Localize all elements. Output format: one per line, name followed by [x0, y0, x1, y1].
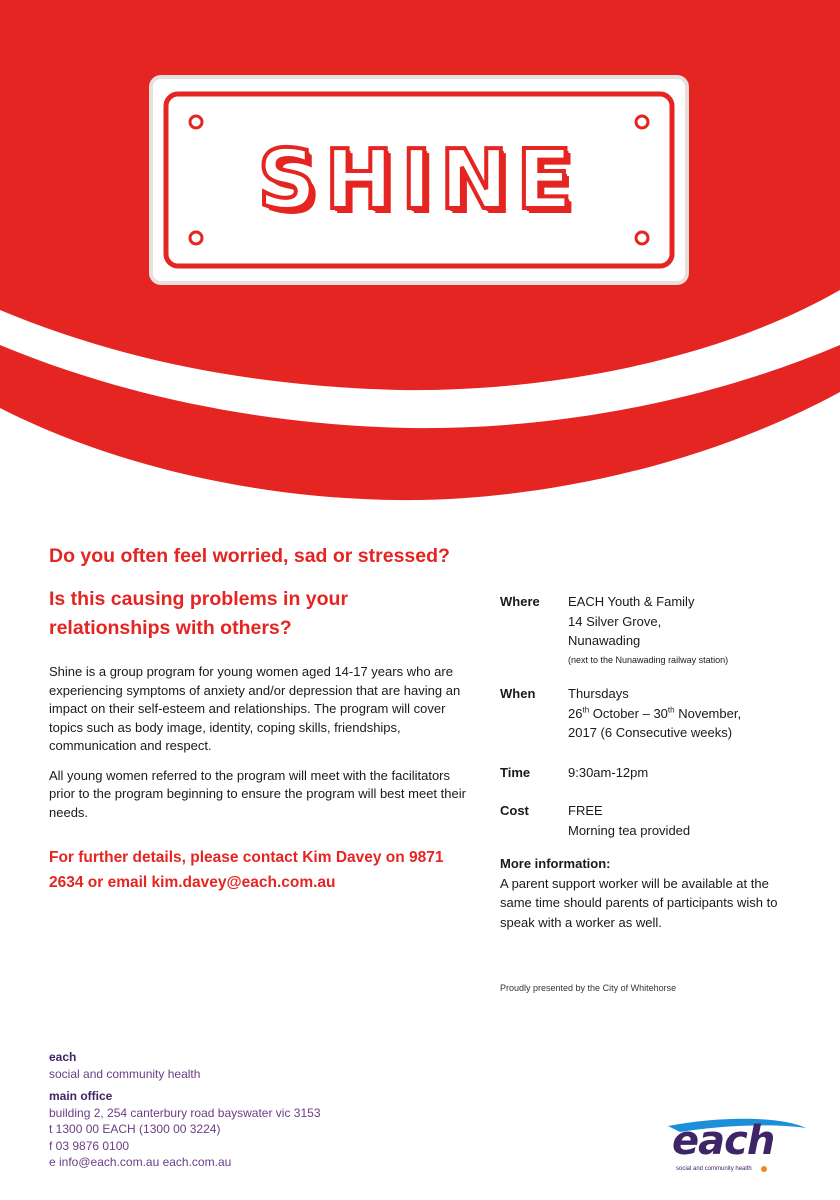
program-title: SHINE: [257, 132, 581, 228]
time-value: 9:30am-12pm: [568, 764, 649, 780]
cost-note: Morning tea provided: [568, 822, 691, 838]
end-date-month: November,: [674, 705, 742, 721]
venue-street: 14 Silver Grove,: [568, 613, 662, 629]
when-year: 2017 (6 Consecutive weeks): [568, 725, 733, 740]
end-date-suffix: th: [667, 705, 675, 715]
footer-phone: t 1300 00 EACH (1300 00 3224): [49, 1122, 221, 1136]
footer-address: building 2, 254 canterbury road bayswater vic 3153: [49, 1105, 321, 1120]
footer-fax: f 03 9876 0100: [49, 1138, 130, 1153]
question-heading-2: Is this causing problems in your relationships with others?: [49, 588, 349, 639]
when-day: Thursdays: [568, 686, 629, 701]
where-row: [500, 592, 800, 670]
where-value: [568, 592, 800, 670]
date-range-mid: October – 30: [589, 705, 668, 721]
venue-note: (next to the Nunawading railway station): [568, 654, 729, 665]
start-date-day: 26: [568, 705, 583, 721]
footer-org: each: [49, 1050, 77, 1064]
contact-details: For further details, please contact Kim Davey on 9871 2634 or email kim.davey@each.com.au: [49, 849, 444, 891]
details-column: [500, 592, 800, 932]
venue-name: EACH Youth & Family: [568, 594, 695, 609]
when-dates: [568, 704, 800, 724]
footer-email: e info@each.com.au each.com.au: [49, 1155, 232, 1169]
more-info-heading: More information:: [500, 856, 611, 871]
when-value: [568, 684, 800, 743]
cost-row: [500, 801, 800, 840]
start-date-suffix: th: [582, 705, 590, 715]
where-label: Where: [500, 594, 540, 609]
when-row: [500, 684, 800, 743]
more-info-text: A parent support worker will be available at the same time should parents of participants wish to speak with a worker as well.: [500, 875, 778, 930]
footer-contact: [49, 1049, 321, 1171]
cost-value: [568, 801, 800, 840]
time-row: [500, 763, 800, 783]
cost-amount: FREE: [568, 803, 603, 818]
program-description: Shine is a group program for young women aged 14-17 years who are experiencing symptoms of anxiety and/or depression that are having an impact on their self-esteem and relationships. The program will cover topics such as body image, identity, coping skills, friendships, communication and respect.: [49, 664, 461, 753]
intro-column: [49, 542, 469, 895]
when-label: When: [500, 686, 536, 701]
time-label: Time: [500, 764, 531, 780]
logo-dot-icon: [761, 1166, 767, 1172]
question-heading-1: Do you often feel worried, sad or stressed?: [49, 545, 450, 567]
presented-by: Proudly presented by the City of Whitehorse: [500, 983, 677, 993]
footer-office-title: main office: [49, 1089, 113, 1103]
each-logo-wordmark: each: [672, 1118, 775, 1164]
each-logo-tagline: social and community health: [676, 1166, 752, 1172]
venue-suburb: Nunawading: [568, 633, 641, 648]
referral-note: All young women referred to the program will meet with the facilitators prior to the program beginning to ensure the program will best meet their needs.: [49, 767, 466, 820]
footer-org-desc: social and community health: [49, 1066, 201, 1081]
cost-label: Cost: [500, 803, 529, 818]
